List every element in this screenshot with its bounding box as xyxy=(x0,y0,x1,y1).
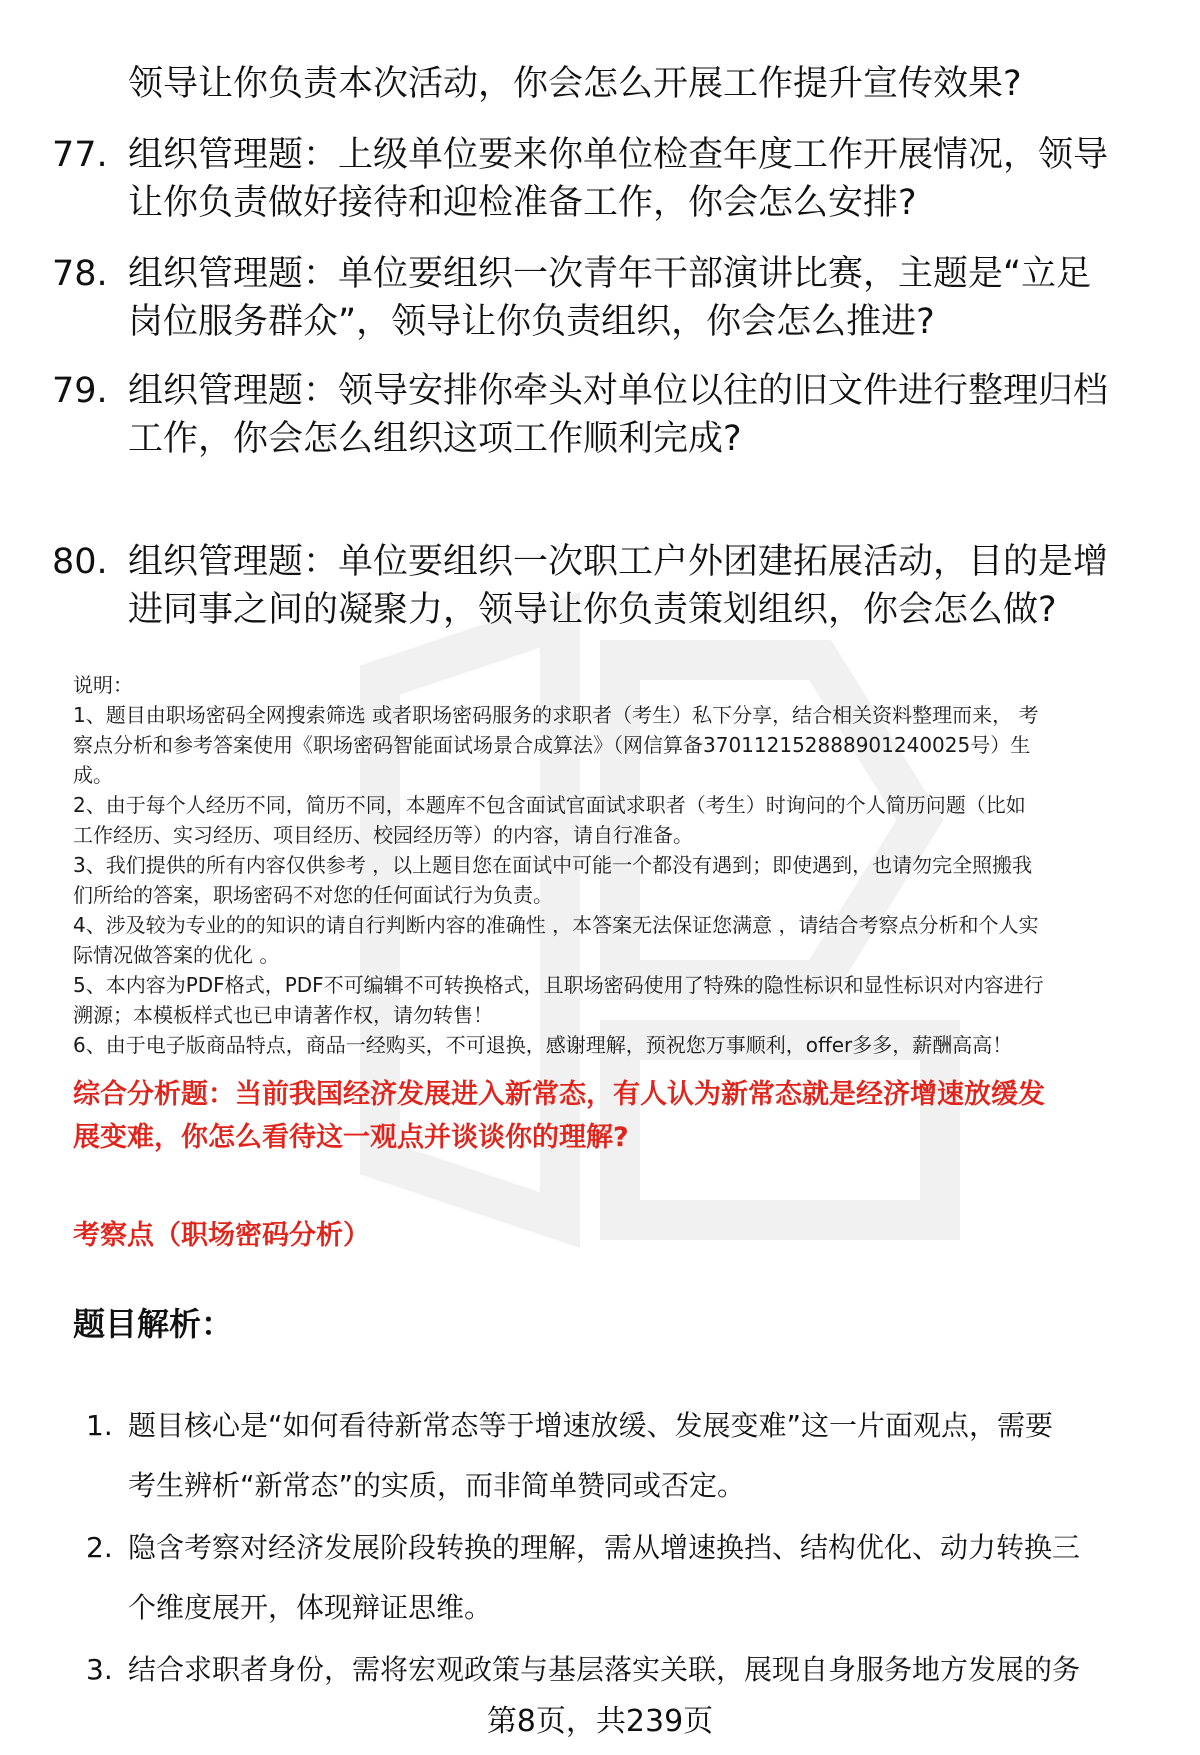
notes-line: 6、由于电子版商品特点，商品一经购买，不可退换，感谢理解，预祝您万事顺利，offer多多，薪酬高高！ xyxy=(73,1033,1013,1057)
question-text: 组织管理题：单位要组织一次青年干部演讲比赛，主题是“立足 岗位服务群众”，领导让你负责组织，你会怎么推进? xyxy=(128,254,1092,342)
notes-line: 1、题目由职场密码全网搜索筛选 或者职场密码服务的求职者（考生）私下分享，结合相关资料整理而来， 考 xyxy=(73,703,1039,727)
notes-line: 察点分析和参考答案使用《职场密码智能面试场景合成算法》（网信算备370112152888901240025号）生 xyxy=(73,733,1031,757)
notes-line: 们所给的答案，职场密码不对您的任何面试行为负责。 xyxy=(73,883,553,907)
page-footer: 第8页，共239页 xyxy=(486,1704,714,1739)
main-question-heading: 综合分析题：当前我国经济发展进入新常态，有人认为新常态就是经济增速放缓发 展变难，你怎么看待这一观点并谈谈你的理解? xyxy=(73,1079,1045,1153)
notes-line: 说明： xyxy=(73,673,133,697)
list-item-number: 1. xyxy=(86,1409,113,1442)
notes-line: 溯源；本模板样式也已申请著作权，请勿转售！ xyxy=(73,1003,493,1027)
list-item-number: 3. xyxy=(86,1653,113,1686)
notes-line: 4、涉及较为专业的的知识的请自行判断内容的准确性 ，本答案无法保证您满意 ，请结合考察点分析和个人实 xyxy=(73,913,1039,937)
analysis-heading: 题目解析： xyxy=(73,1305,234,1343)
notes-block xyxy=(73,670,1153,1060)
notes-line: 3、我们提供的所有内容仅供参考 ，以上题目您在面试中可能一个都没有遇到；即使遇到，也请勿完全照搬我 xyxy=(73,853,1033,877)
question-number: 77. xyxy=(52,135,108,175)
question-number: 79. xyxy=(52,371,108,411)
notes-line: 2、由于每个人经历不同，简历不同，本题库不包含面试官面试求职者（考生）时询问的个人简历问题（比如 xyxy=(73,793,1026,817)
question-text: 组织管理题：上级单位要来你单位检查年度工作开展情况，领导 让你负责做好接待和迎检准备工作，你会怎么安排? xyxy=(128,135,1109,223)
question-continuation: 领导让你负责本次活动，你会怎么开展工作提升宣传效果? xyxy=(128,64,1022,104)
exam-point-heading: 考察点（职场密码分析） xyxy=(73,1220,370,1251)
notes-line: 成。 xyxy=(73,763,113,787)
question-text: 组织管理题：领导安排你牵头对单位以往的旧文件进行整理归档 工作，你会怎么组织这项工作顺利完成? xyxy=(128,371,1109,459)
question-text: 组织管理题：单位要组织一次职工户外团建拓展活动，目的是增 进同事之间的凝聚力，领导让你负责策划组织，你会怎么做? xyxy=(128,542,1109,630)
question-number: 78. xyxy=(52,254,108,294)
notes-line: 工作经历、实习经历、项目经历、校园经历等）的内容，请自行准备。 xyxy=(73,823,693,847)
list-item-number: 2. xyxy=(86,1531,113,1564)
notes-line: 际情况做答案的优化 。 xyxy=(73,943,280,967)
list-item-text: 结合求职者身份，需将宏观政策与基层落实关联，展现自身服务地方发展的务 xyxy=(128,1653,1081,1686)
list-item-text: 隐含考察对经济发展阶段转换的理解，需从增速换挡、结构优化、动力转换三 个维度展开，体现辩证思维。 xyxy=(128,1531,1081,1624)
notes-line: 5、本内容为PDF格式，PDF不可编辑不可转换格式，且职场密码使用了特殊的隐性标识和显性标识对内容进行 xyxy=(73,973,1044,997)
question-number: 80. xyxy=(52,542,108,582)
list-item-text: 题目核心是“如何看待新常态等于增速放缓、发展变难”这一片面观点，需要 考生辨析“新常态”的实质，而非简单赞同或否定。 xyxy=(128,1409,1054,1502)
